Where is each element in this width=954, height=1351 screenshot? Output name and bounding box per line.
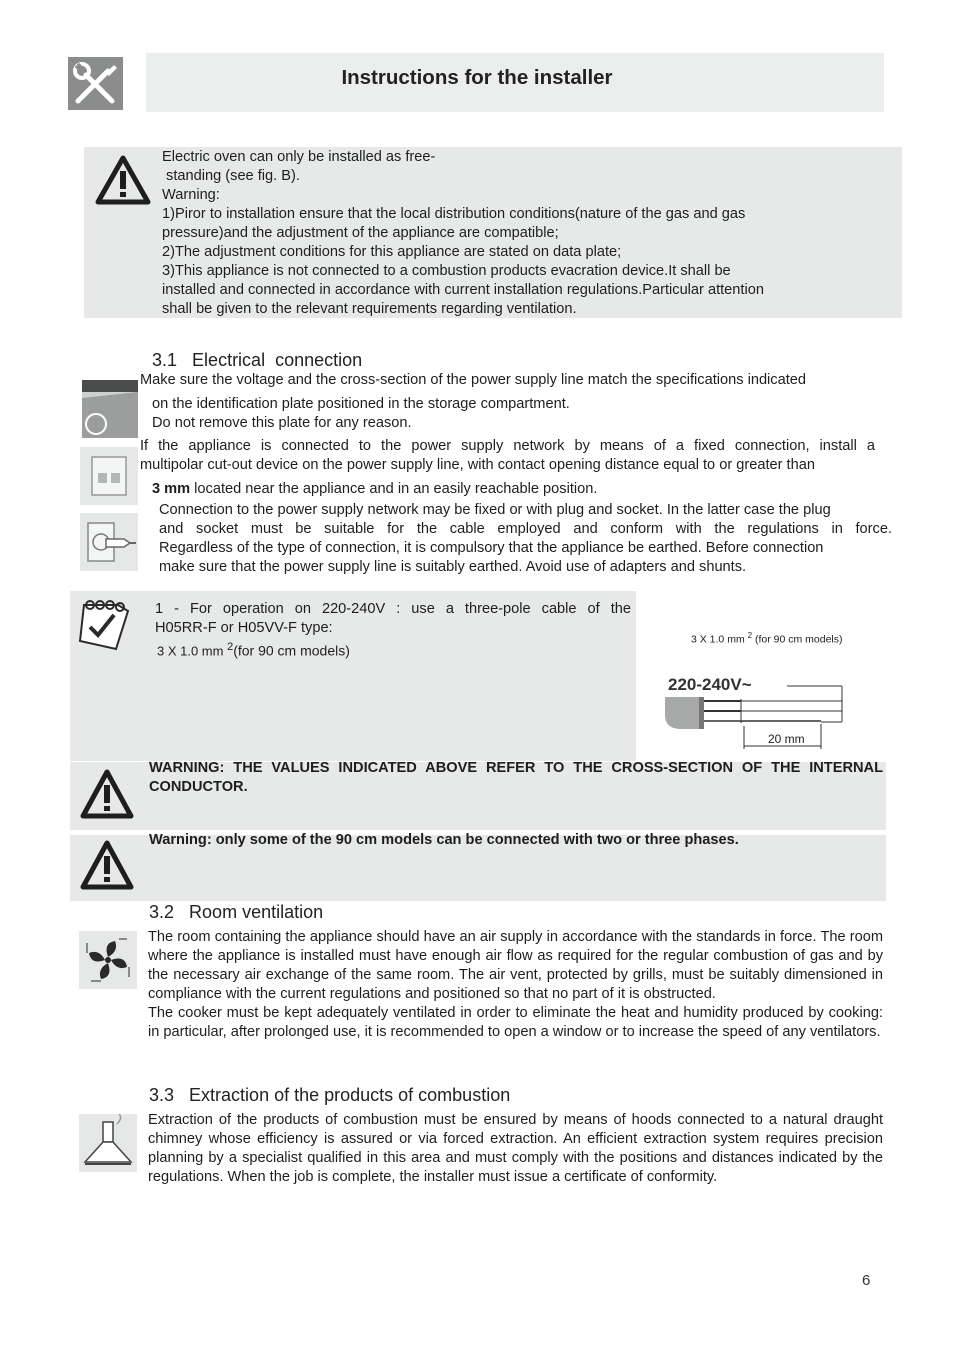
cable-spec-line: H05RR-F or H05VV-F type: (155, 620, 333, 636)
section-heading-extraction (149, 1085, 510, 1106)
section-heading-electrical (152, 350, 362, 371)
warning-line: shall be given to the relevant requirements regarding ventilation. (162, 301, 577, 317)
tools-icon (68, 57, 123, 110)
section-heading-ventilation (149, 902, 323, 923)
fan-icon (79, 931, 137, 989)
hood-icon (79, 1114, 137, 1172)
section-title: Extraction of the products of combustion (189, 1085, 511, 1105)
plug-socket-icon (80, 513, 138, 571)
paragraph-line: Do not remove this plate for any reason. (152, 415, 412, 431)
cable-spec-section (155, 638, 631, 661)
paragraph-line: on the identification plate positioned in the storage compartment. (152, 396, 570, 412)
section-title: Electrical connection (192, 350, 363, 370)
warning-line: 2)The adjustment conditions for this appliance are stated on data plate; (162, 244, 622, 260)
oven-compartment-icon (80, 378, 140, 445)
section-number: 3.2 (149, 902, 175, 922)
paragraph: The room containing the appliance should have an air supply in accordance with the standards in force. The room where the appliance is installed must have enough air flow as required for the regular combustion of gas and by the necessary air exchange of the same room. The air vent, protected by grills, must be suitably dimensioned in compliance with the current regulations and positioned so that no part of it is obstructed. (148, 929, 883, 1002)
page-number: 6 (862, 1272, 871, 1289)
notepad-check-icon (70, 591, 146, 661)
cable-diagram (641, 591, 886, 753)
diagram-spec-value: 3 X 1.0 mm (691, 633, 748, 646)
diagram-voltage-label: 220-240V~ (668, 675, 752, 694)
warning-line: 1)Piror to installation ensure that the local distribution conditions(nature of the gas and gas (162, 206, 746, 222)
warning-values-text: WARNING: THE VALUES INDICATED ABOVE REFER TO THE CROSS-SECTION OF THE INTERNAL CONDUCTOR. (149, 760, 883, 795)
warning-line: Electric oven can only be installed as free- (162, 149, 436, 165)
bold-value: 3 mm (152, 481, 191, 497)
paragraph-line: If the appliance is connected to the power supply network by means of a fixed connection, install a (140, 438, 875, 454)
cable-section-exponent: 2 (227, 641, 234, 653)
cable-spec-cell (146, 591, 636, 761)
section-number: 3.3 (149, 1085, 175, 1105)
section-title: Room ventilation (189, 902, 324, 922)
cable-section-value: 3 X 1.0 mm (157, 643, 228, 659)
connection-paragraph (140, 501, 892, 577)
paragraph-line: Connection to the power supply network may be fixed or with plug and socket. In the latter case the plug (159, 502, 831, 518)
extraction-text: Extraction of the products of combustion must be ensured by means of hoods connected to a natural draught chimney whose efficiency is assured or via forced extraction. An efficient extraction system requires precision planning by a specialist qualified in this area and must comply with the positions and distances indicated by the regulations. When the job is complete, the installer must issue a certificate of conformity. (148, 1112, 883, 1185)
paragraph-line: multipolar cut-out device on the power supply line, with contact opening distance equal to or greater than (140, 457, 815, 473)
diagram-spec-note: (for 90 cm models) (752, 633, 843, 646)
warning-text (162, 148, 862, 319)
warning-line: standing (see fig. B). (162, 168, 300, 184)
warning-line: Warning: (162, 187, 220, 203)
warning-triangle-icon (94, 154, 152, 211)
ventilation-text (148, 928, 883, 1042)
page-title: Instructions for the installer (341, 66, 613, 89)
diagram-spec-exponent: 2 (747, 631, 753, 640)
cable-diagram-cell (641, 591, 886, 753)
cable-icon-cell (70, 591, 146, 761)
section-number: 3.1 (152, 350, 178, 370)
warning-triangle-icon (79, 768, 135, 820)
diagram-length-label: 20 mm (768, 732, 805, 746)
warning-phases-text: Warning: only some of the 90 cm models can be connected with two or three phases. (149, 832, 739, 848)
paragraph-line: make sure that the power supply line is suitably earthed. Avoid use of adapters and shunts. (159, 559, 747, 575)
warning-line: 3)This appliance is not connected to a combustion products evacration device.It shall be (162, 263, 731, 279)
cable-section-note: (for 90 cm models) (233, 642, 350, 659)
switch-icon (80, 447, 138, 505)
warning-icon-cell (70, 835, 146, 901)
tools-icon-box (68, 57, 123, 110)
cable-spec-line: 1 - For operation on 220-240V : use a three-pole cable of the (155, 601, 631, 617)
warning-triangle-icon (79, 839, 135, 891)
paragraph-line: Regardless of the type of connection, it is compulsory that the appliance be earthed. Before connection (159, 540, 824, 556)
warning-values-cell (146, 762, 886, 830)
paragraph-line: Make sure the voltage and the cross-section of the power supply line match the specifications indicated (140, 372, 807, 388)
warning-icon-cell (70, 762, 146, 830)
warning-phases-cell (146, 832, 886, 901)
paragraph-line: and socket must be suitable for the cable employed and conform with the regulations in force. (159, 521, 892, 537)
paragraph: The cooker must be kept adequately ventilated in order to eliminate the heat and humidity produced by cooking: in particular, after prolonged use, it is recommended to open a window or to increase the speed of any ventilators. (148, 1005, 883, 1040)
warning-line: installed and connected in accordance with current installation regulations.Particular attention (162, 282, 764, 298)
warning-line: pressure)and the adjustment of the appliance are compatible; (162, 225, 559, 241)
paragraph-text: located near the appliance and in an easily reachable position. (190, 481, 598, 497)
electrical-text (140, 371, 892, 577)
paragraph-line (140, 480, 880, 499)
